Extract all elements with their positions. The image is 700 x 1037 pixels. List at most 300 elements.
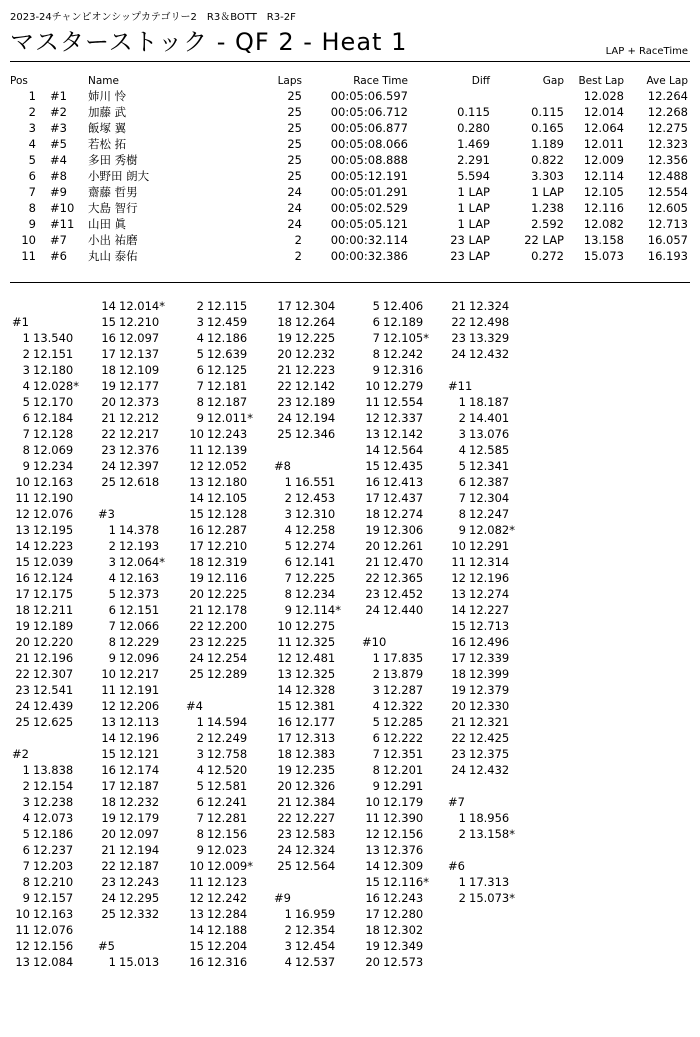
lap-time: 12.128: [207, 507, 248, 521]
lap-time: 12.316: [383, 363, 424, 377]
lap-entry: [96, 730, 184, 746]
lap-number: 7: [108, 619, 116, 633]
lap-number: 22: [277, 811, 292, 825]
lap-time: 12.376: [119, 443, 160, 457]
lap-entry: [446, 746, 534, 762]
lap-number: 14: [277, 683, 292, 697]
lap-number: 20: [277, 779, 292, 793]
result-laps: 25: [287, 169, 302, 183]
result-ave-lap: 12.605: [647, 201, 688, 215]
lap-number: 22: [189, 619, 204, 633]
lap-entry: [272, 298, 360, 314]
lap-number: 9: [22, 891, 30, 905]
lap-time: 12.097: [119, 827, 160, 841]
lap-time: 14.594: [207, 715, 248, 729]
lap-entry: [272, 634, 360, 650]
lap-time: 12.187: [119, 859, 160, 873]
lap-time: 12.084: [33, 955, 74, 969]
result-best-lap: 13.158: [583, 233, 624, 247]
lap-column: [184, 298, 272, 970]
lap-number: 11: [277, 635, 292, 649]
lap-number: 7: [372, 331, 380, 345]
lap-entry: [272, 698, 360, 714]
lap-number: 11: [365, 395, 380, 409]
lap-number: 2: [196, 731, 204, 745]
lap-entry: [10, 874, 98, 890]
lap-number: 22: [101, 859, 116, 873]
result-row: [10, 248, 690, 264]
lap-time: 12.073: [33, 811, 74, 825]
result-driver-name: 齋藤 哲男: [88, 185, 138, 199]
lap-time: 12.322: [383, 699, 424, 713]
lap-time: 12.105*: [383, 331, 429, 345]
lap-entry: [446, 730, 534, 746]
lap-number: 12: [189, 891, 204, 905]
lap-entry: [184, 762, 272, 778]
lap-entry: [446, 666, 534, 682]
lap-number: 3: [22, 795, 30, 809]
lap-number: 18: [101, 795, 116, 809]
lap-entry: [10, 458, 98, 474]
lap-number: 1: [22, 763, 30, 777]
lap-number: 11: [15, 491, 30, 505]
lap-entry: [184, 890, 272, 906]
result-laps: 2: [294, 233, 302, 247]
lap-number: 9: [372, 363, 380, 377]
lap-entry: [184, 474, 272, 490]
lap-number: 9: [22, 459, 30, 473]
lap-entry: [360, 330, 448, 346]
lap-entry: [360, 554, 448, 570]
lap-entry: [184, 410, 272, 426]
lap-time: 12.196: [469, 571, 510, 585]
lap-time: 12.452: [383, 587, 424, 601]
lap-number: 8: [458, 507, 466, 521]
lap-number: 25: [101, 907, 116, 921]
lap-number: 18: [451, 667, 466, 681]
lap-time: 12.397: [119, 459, 160, 473]
lap-number: 2: [458, 891, 466, 905]
lap-number: 19: [365, 523, 380, 537]
lap-column: [272, 298, 360, 970]
lap-number: 5: [284, 539, 292, 553]
lap-entry: [272, 650, 360, 666]
lap-time: 12.354: [295, 923, 336, 937]
kart-lap-header: #11: [448, 379, 473, 393]
lap-entry: [96, 666, 184, 682]
lap-entry: [184, 954, 272, 970]
lap-time: 12.232: [119, 795, 160, 809]
result-best-lap: 12.116: [583, 201, 624, 215]
lap-number: 20: [101, 395, 116, 409]
lap-time: 12.287: [207, 523, 248, 537]
lap-number: 2: [284, 491, 292, 505]
lap-number: 6: [284, 555, 292, 569]
lap-time: 18.187: [469, 395, 510, 409]
lap-number: 16: [15, 571, 30, 585]
lap-time: 12.639: [207, 347, 248, 361]
lap-number: 7: [196, 811, 204, 825]
kart-lap-header: #6: [448, 859, 465, 873]
lap-time: 12.713: [469, 619, 510, 633]
lap-number: 22: [15, 667, 30, 681]
lap-entry: [272, 666, 360, 682]
lap-time: 13.879: [383, 667, 424, 681]
lap-time: 12.191: [119, 683, 160, 697]
lap-number: 24: [15, 699, 30, 713]
result-kart-number: #3: [50, 121, 67, 135]
lap-entry: [360, 698, 448, 714]
lap-time: 12.287: [383, 683, 424, 697]
lap-time: 12.581: [207, 779, 248, 793]
lap-entry: [272, 330, 360, 346]
lap-time: 12.470: [383, 555, 424, 569]
lap-entry: [184, 378, 272, 394]
lap-number: 17: [365, 491, 380, 505]
lap-entry: [360, 378, 448, 394]
lap-time: 12.337: [383, 411, 424, 425]
result-driver-name: 小野田 朗大: [88, 169, 150, 183]
lap-number: 15: [189, 939, 204, 953]
page-title: マスターストック - QF 2 - Heat 1: [10, 28, 408, 56]
lap-entry: [96, 634, 184, 650]
lap-entry: [184, 842, 272, 858]
lap-entry: [272, 362, 360, 378]
result-laps: 25: [287, 137, 302, 151]
lap-entry: [360, 314, 448, 330]
lap-time: 12.280: [383, 907, 424, 921]
lap-entry: [272, 426, 360, 442]
lap-time: 12.225: [295, 331, 336, 345]
lap-entry: [96, 426, 184, 442]
lap-time: 13.076: [469, 427, 510, 441]
lap-number: 17: [15, 587, 30, 601]
lap-entry: [184, 778, 272, 794]
lap-entry: [360, 714, 448, 730]
lap-time: 12.375: [469, 747, 510, 761]
lap-number: 1: [458, 875, 466, 889]
lap-entry: [184, 538, 272, 554]
lap-time: 12.175: [33, 587, 74, 601]
lap-entry: [96, 474, 184, 490]
lap-entry: [96, 762, 184, 778]
lap-time: 12.541: [33, 683, 74, 697]
lap-time: 12.128: [33, 427, 74, 441]
lap-number: 15: [451, 619, 466, 633]
lap-time: 12.174: [119, 763, 160, 777]
lap-entry: [446, 298, 534, 314]
result-race-time: 00:05:02.529: [330, 201, 408, 215]
lap-time: 12.281: [207, 811, 248, 825]
lap-number: 15: [365, 875, 380, 889]
lap-entry: [96, 858, 184, 874]
result-diff: 5.594: [457, 169, 490, 183]
lap-number: 7: [372, 747, 380, 761]
lap-number: 22: [451, 731, 466, 745]
result-gap: 0.165: [531, 121, 564, 135]
lap-time: 12.076: [33, 507, 74, 521]
lap-entry: [446, 602, 534, 618]
lap-number: 10: [101, 667, 116, 681]
lap-entry: [10, 474, 98, 490]
lap-entry: [360, 506, 448, 522]
lap-number: 15: [101, 747, 116, 761]
lap-entry: [272, 506, 360, 522]
lap-number: 13: [189, 475, 204, 489]
lap-number: 13: [365, 843, 380, 857]
result-pos: 3: [28, 121, 36, 135]
result-diff: 0.115: [457, 105, 490, 119]
lap-entry: [96, 346, 184, 362]
lap-number: 3: [22, 363, 30, 377]
lap-time: 12.234: [295, 587, 336, 601]
lap-number: 3: [458, 427, 466, 441]
lap-number: 7: [22, 427, 30, 441]
lap-number: 5: [196, 347, 204, 361]
lap-entry: [272, 938, 360, 954]
lap-number: 17: [101, 779, 116, 793]
lap-number: 6: [372, 315, 380, 329]
lap-entry: [446, 618, 534, 634]
result-driver-name: 若松 拓: [88, 137, 127, 151]
lap-time: 12.387: [469, 475, 510, 489]
lap-time: 12.564: [295, 859, 336, 873]
lap-time: 12.011*: [207, 411, 253, 425]
lap-entry: [184, 346, 272, 362]
result-diff: 1 LAP: [457, 217, 490, 231]
lap-number: 11: [451, 555, 466, 569]
result-pos: 8: [28, 201, 36, 215]
lap-entry: [184, 906, 272, 922]
lap-number: 14: [101, 299, 116, 313]
lap-number: 18: [277, 747, 292, 761]
lap-entry: [96, 298, 184, 314]
lap-entry: [10, 922, 98, 938]
lap-time: 12.052: [207, 459, 248, 473]
lap-time: 12.235: [295, 763, 336, 777]
lap-number: 20: [101, 827, 116, 841]
lap-time: 12.151: [119, 603, 160, 617]
lap-number: 1: [22, 331, 30, 345]
lap-entry: [272, 730, 360, 746]
lap-number: 19: [365, 939, 380, 953]
lap-number: 14: [101, 731, 116, 745]
lap-number: 17: [101, 347, 116, 361]
lap-time: 12.180: [33, 363, 74, 377]
result-row: [10, 152, 690, 168]
lap-time: 12.365: [383, 571, 424, 585]
lap-number: 21: [101, 411, 116, 425]
lap-entry: [360, 618, 448, 634]
lap-time: 12.314: [469, 555, 510, 569]
lap-entry: [272, 794, 360, 810]
lap-number: 3: [284, 507, 292, 521]
lap-time: 12.440: [383, 603, 424, 617]
lap-entry: [272, 394, 360, 410]
lap-time: 12.279: [383, 379, 424, 393]
lap-entry: [446, 714, 534, 730]
col-header-best-lap: Best Lap: [578, 75, 624, 87]
lap-time: 12.291: [383, 779, 424, 793]
lap-number: 1: [284, 475, 292, 489]
lap-time: 12.180: [207, 475, 248, 489]
lap-time: 12.349: [383, 939, 424, 953]
lap-entry: [96, 682, 184, 698]
lap-time: 12.076: [33, 923, 74, 937]
lap-number: 4: [196, 331, 204, 345]
lap-entry: [360, 538, 448, 554]
lap-time: 12.212: [119, 411, 160, 425]
lap-time: 12.123: [207, 875, 248, 889]
lap-number: 18: [365, 923, 380, 937]
lap-entry: [10, 730, 98, 746]
lap-entry: [446, 778, 534, 794]
result-race-time: 00:05:06.712: [330, 105, 408, 119]
lap-entry: [446, 490, 534, 506]
lap-entry: [184, 314, 272, 330]
lap-time: 12.274: [295, 539, 336, 553]
lap-time: 12.217: [119, 667, 160, 681]
lap-entry: [96, 586, 184, 602]
lap-time: 12.225: [295, 571, 336, 585]
lap-number: 7: [284, 571, 292, 585]
lap-number: 23: [189, 635, 204, 649]
lap-number: 19: [189, 571, 204, 585]
lap-number: 23: [101, 875, 116, 889]
lap-time: 12.373: [119, 395, 160, 409]
lap-time: 12.242: [383, 347, 424, 361]
lap-entry: [10, 762, 98, 778]
lap-entry: [184, 650, 272, 666]
lap-time: 12.196: [33, 651, 74, 665]
lap-time: 12.232: [295, 347, 336, 361]
result-gap: 22 LAP: [524, 233, 564, 247]
lap-entry: [10, 810, 98, 826]
lap-number: 1: [284, 907, 292, 921]
lap-time: 12.302: [383, 923, 424, 937]
lap-entry: [184, 490, 272, 506]
lap-number: 5: [22, 827, 30, 841]
lap-time: 12.066: [119, 619, 160, 633]
lap-number: 24: [451, 763, 466, 777]
lap-entry: [360, 570, 448, 586]
lap-time: 12.186: [33, 827, 74, 841]
lap-time: 12.194: [119, 843, 160, 857]
result-laps: 25: [287, 89, 302, 103]
lap-entry: [96, 314, 184, 330]
lap-time: 12.177: [295, 715, 336, 729]
lap-number: 24: [277, 843, 292, 857]
kart-lap-header: #5: [98, 939, 115, 953]
lap-time: 17.313: [469, 875, 510, 889]
lap-entry: [96, 778, 184, 794]
lap-entry: [96, 826, 184, 842]
lap-time: 12.137: [119, 347, 160, 361]
lap-entry: [96, 362, 184, 378]
lap-entry: [184, 826, 272, 842]
result-best-lap: 12.011: [583, 137, 624, 151]
result-diff: 23 LAP: [450, 249, 490, 263]
lap-entry: [272, 682, 360, 698]
lap-time: 12.121: [119, 747, 160, 761]
lap-number: 21: [451, 715, 466, 729]
result-driver-name: 多田 秀樹: [88, 153, 138, 167]
lap-entry: [360, 586, 448, 602]
lap-entry: [272, 858, 360, 874]
lap-number: 23: [101, 443, 116, 457]
result-laps: 2: [294, 249, 302, 263]
result-kart-number: #2: [50, 105, 67, 119]
lap-entry: [96, 746, 184, 762]
lap-number: 15: [15, 555, 30, 569]
lap-time: 12.096: [119, 651, 160, 665]
result-gap: 2.592: [531, 217, 564, 231]
lap-entry: [272, 314, 360, 330]
lap-number: 7: [196, 379, 204, 393]
result-best-lap: 12.082: [583, 217, 624, 231]
lap-time: 12.583: [295, 827, 336, 841]
lap-time: 12.381: [295, 699, 336, 713]
lap-entry: [360, 298, 448, 314]
col-header-race-time: Race Time: [353, 75, 408, 87]
lap-number: 10: [189, 427, 204, 441]
lap-number: 21: [15, 651, 30, 665]
lap-number: 6: [196, 363, 204, 377]
lap-number: 16: [277, 715, 292, 729]
lap-entry: [272, 570, 360, 586]
lap-entry: [272, 522, 360, 538]
lap-number: 24: [101, 891, 116, 905]
lap-time: 12.390: [383, 811, 424, 825]
result-laps: 24: [287, 185, 302, 199]
result-laps: 25: [287, 153, 302, 167]
result-driver-name: 小出 祐磨: [88, 233, 138, 247]
lap-number: 15: [189, 507, 204, 521]
lap-number: 16: [101, 763, 116, 777]
result-kart-number: #1: [50, 89, 67, 103]
lap-number: 13: [365, 427, 380, 441]
lap-time: 12.170: [33, 395, 74, 409]
lap-time: 12.064*: [119, 555, 165, 569]
lap-number: 5: [372, 299, 380, 313]
lap-time: 12.313: [295, 731, 336, 745]
result-kart-number: #4: [50, 153, 67, 167]
lap-time: 12.328: [295, 683, 336, 697]
result-pos: 7: [28, 185, 36, 199]
lap-entry: [184, 634, 272, 650]
lap-entry: [360, 954, 448, 970]
lap-number: 16: [365, 891, 380, 905]
lap-number: 9: [458, 523, 466, 537]
lap-number: 9: [196, 843, 204, 857]
lap-entry: [446, 762, 534, 778]
lap-number: 6: [108, 603, 116, 617]
lap-entry: [446, 538, 534, 554]
col-header-ave-lap: Ave Lap: [646, 75, 688, 87]
result-best-lap: 15.073: [583, 249, 624, 263]
lap-number: 13: [15, 523, 30, 537]
lap-number: 5: [108, 587, 116, 601]
result-diff: 1 LAP: [457, 201, 490, 215]
lap-time: 12.237: [33, 843, 74, 857]
lap-time: 12.179: [383, 795, 424, 809]
result-kart-number: #7: [50, 233, 67, 247]
lap-number: 6: [196, 795, 204, 809]
lap-entry: [360, 938, 448, 954]
lap-number: 1: [458, 811, 466, 825]
result-race-time: 00:05:01.291: [330, 185, 408, 199]
lap-entry: [272, 778, 360, 794]
